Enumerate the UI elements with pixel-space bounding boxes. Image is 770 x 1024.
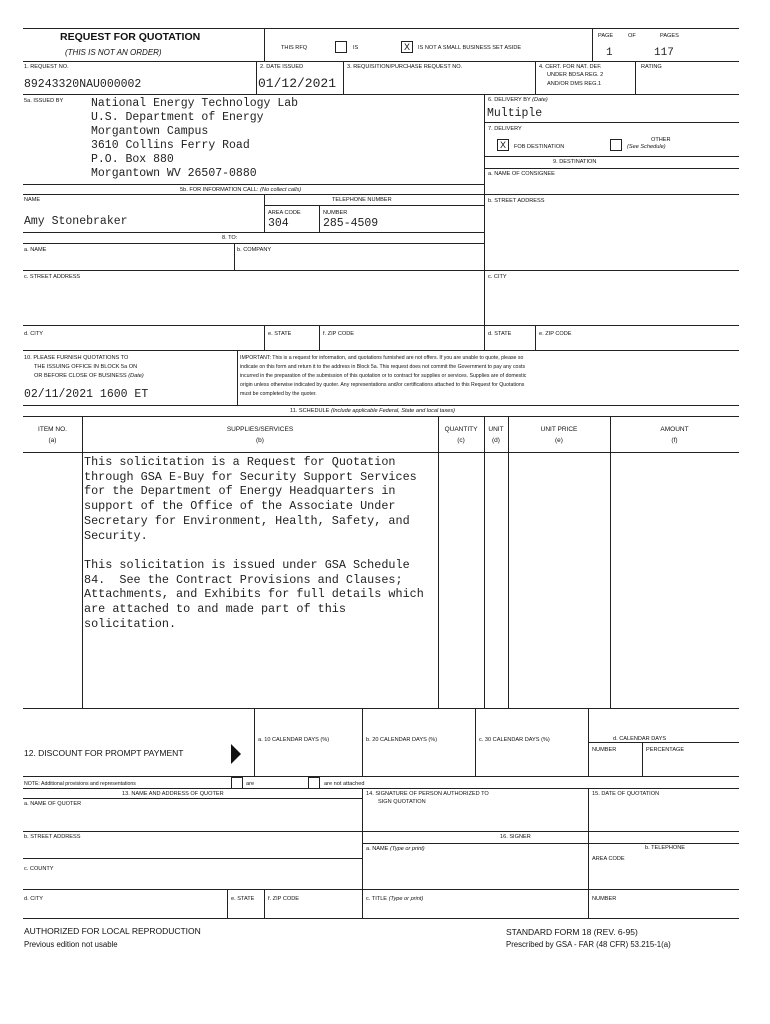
page-label: PAGE [598,33,614,39]
description-line: This solicitation is a Request for Quotation [84,455,396,469]
to-zip-label: f. ZIP CODE [323,331,354,337]
rule [23,94,739,95]
fob-destination-label: FOB DESTINATION [514,144,565,150]
destination-label: 9. DESTINATION [553,159,597,165]
small-business-is-checkbox[interactable] [335,41,347,53]
rule [362,788,363,918]
delivery-by-label: 6. DELIVERY BY (Date) [488,97,548,103]
signer-telephone-label: b. TELEPHONE [645,845,686,851]
rule [23,831,739,832]
col-price-sub: (e) [555,437,563,444]
other-label: OTHER [651,137,671,143]
discount-20-days: b. 20 CALENDAR DAYS (%) [366,737,438,743]
rule [23,184,484,185]
of-label: OF [628,33,636,39]
quoter-city-label: d. CITY [24,896,43,902]
rule [23,798,362,799]
telephone-label: TELEPHONE NUMBER [332,197,392,203]
rule [23,708,739,709]
issued-by-line: U.S. Department of Energy [91,111,264,124]
contact-name-label: NAME [24,197,41,203]
rule [343,61,344,94]
to-name-label: a. NAME [24,247,47,253]
rule [588,843,589,918]
destination-zip-label: e. ZIP CODE [539,331,572,337]
rule [508,416,509,708]
important-line: IMPORTANT: This is a request for information, and quotations furnished are not offers. If you are unable to quote, please so [240,355,524,361]
signer-label: 16. SIGNER [500,834,531,840]
footer-prescribed: Prescribed by GSA - FAR (48 CFR) 53.215-1(a) [506,940,671,949]
rule [484,168,739,169]
rule [23,61,739,62]
to-street-label: c. STREET ADDRESS [24,274,81,280]
this-rfq-label: THIS RFQ [281,45,308,51]
to-city-label: d. CITY [24,331,43,337]
rule [23,243,484,244]
signature-label: 14. SIGNATURE OF PERSON AUTHORIZED TO [366,791,489,797]
description-line: Attachments, and Exhibits for full details which [84,587,424,602]
description-line: support of the Office of the Associate Under [84,499,396,514]
quoter-street-label: b. STREET ADDRESS [24,834,81,840]
rule [610,416,611,708]
footer-form-number: STANDARD FORM 18 (REV. 6-95) [506,927,638,937]
is-not-label: IS NOT A SMALL BUSINESS SET ASIDE [418,45,522,51]
provisions-are-not-checkbox[interactable] [308,777,320,789]
rule [484,122,739,123]
rule [23,416,739,417]
quotation-due-date[interactable]: 02/11/2021 1600 ET [24,388,149,401]
col-amount-sub: (f) [671,437,678,444]
rule [23,918,739,919]
rule [264,194,265,232]
discount-30-days: c. 30 CALENDAR DAYS (%) [479,737,550,743]
rule [264,205,484,206]
description-line: This solicitation is issued under GSA Schedule [84,557,410,572]
col-qty-header: QUANTITY [444,426,478,433]
footer-previous-edition: Previous edition not usable [24,940,118,949]
rule [535,61,536,94]
discount-number-label: NUMBER [592,747,617,753]
pages-label: PAGES [660,33,679,39]
are-label: are [246,781,255,787]
rule [484,156,739,157]
discount-10-days: a. 10 CALENDAR DAYS (%) [258,737,330,743]
rule [264,889,265,918]
furnish-line: OR BEFORE CLOSE OF BUSINESS (Date) [34,373,144,379]
rule [23,325,739,326]
small-business-is-not-checkbox[interactable]: X [401,41,413,53]
description-line: are attached to and made part of this [84,602,346,617]
signature-label-2: SIGN QUOTATION [378,799,426,805]
signer-number-label: NUMBER [592,896,617,902]
quoter-county-label: c. COUNTY [24,866,54,872]
cert-label-3: AND/OR DMS REG.1 [547,81,602,87]
delivery-label: 7. DELIVERY [488,126,522,132]
issued-by-line: Morgantown WV 26507-0880 [91,167,257,180]
cert-label-1: 4. CERT. FOR NAT. DEF. [539,64,602,70]
issued-by-line: P.O. Box 880 [91,153,174,166]
discount-percentage-label: PERCENTAGE [646,747,685,753]
description-line: through GSA E-Buy for Security Support Services [84,469,417,484]
consignee-label: a. NAME OF CONSIGNEE [488,171,555,177]
destination-street-label: b. STREET ADDRESS [488,198,545,204]
arrow-right-icon [231,744,241,764]
phone-number-value: 285-4509 [323,217,379,230]
signer-title-label: c. TITLE (Type or print) [366,896,424,902]
rule [642,742,643,776]
request-no-value[interactable]: 89243320NAU000002 [24,78,142,91]
important-line: incurred in the preparation of the submission of this quotation or to contract for supplies or services. Supplies are of domestic [240,373,527,379]
col-item-header: ITEM NO. [38,426,67,433]
important-line: origin unless otherwise indicated by quoter. Any representations and/or certifications attached to this Request for Quotations [240,382,525,388]
quoter-zip-label: f. ZIP CODE [268,896,299,902]
note-text: NOTE: Additional provisions and representations [24,781,136,787]
provisions-are-checkbox[interactable] [231,777,243,789]
description-line: for the Department of Energy Headquarters in [84,484,396,499]
other-sub-label: (See Schedule) [627,144,666,150]
important-line: must be completed by the quoter. [240,391,317,397]
cert-label-2: UNDER BDSA REG. 2 [547,72,604,78]
to-company-label: b. COMPANY [237,247,272,253]
rule [592,28,593,61]
issued-by-line: National Energy Technology Lab [91,97,299,110]
number-label: NUMBER [323,210,348,216]
quotation-date-label: 15. DATE OF QUOTATION [592,791,660,797]
description-line: 84. See the Contract Provisions and Clauses; [84,572,403,587]
rule [23,776,739,777]
rule [319,325,320,350]
signer-area-code-label: AREA CODE [592,856,625,862]
rule [264,325,265,350]
area-code-label: AREA CODE [268,210,301,216]
rule [227,889,228,918]
discount-label: 12. DISCOUNT FOR PROMPT PAYMENT [24,748,184,758]
issued-by-label: 5a. ISSUED BY [24,98,64,104]
delivery-by-value[interactable]: Multiple [487,107,543,120]
rule [254,708,255,776]
description-line [84,543,424,558]
request-no-label: 1. REQUEST NO. [24,64,69,70]
rule [23,194,484,195]
col-price-header: UNIT PRICE [540,426,578,433]
fob-destination-checkbox[interactable]: X [497,139,509,151]
form-title: REQUEST FOR QUOTATION [60,31,201,43]
col-item-sub: (a) [48,437,57,444]
rule [535,325,536,350]
rule [438,416,439,708]
issued-by-line: Morgantown Campus [91,125,209,138]
rule [256,61,257,94]
rating-label: RATING [641,64,662,70]
rule [264,28,265,61]
rule [23,270,739,271]
contact-name-value: Amy Stonebraker [24,215,128,228]
signer-name-label: a. NAME (Type or print) [366,846,425,852]
rule [82,416,83,708]
rule [23,405,739,406]
date-issued-label: 2. DATE ISSUED [260,64,304,70]
discount-calendar-days: d. CALENDAR DAYS [613,736,667,742]
schedule-description [84,455,424,631]
other-delivery-checkbox[interactable] [610,139,622,151]
destination-state-label: d. STATE [488,331,512,337]
rule [23,28,739,29]
rule [234,243,235,270]
total-pages: 117 [654,47,674,59]
rule [23,452,739,453]
col-supplies-header: SUPPLIES/SERVICES [226,426,294,433]
col-qty-sub: (c) [457,437,465,444]
rule [23,350,739,351]
to-state-label: e. STATE [268,331,292,337]
furnish-line: 10. PLEASE FURNISH QUOTATIONS TO [24,355,129,361]
rule [635,61,636,94]
description-line: Security. [84,528,148,543]
rule [484,194,739,195]
destination-city-label: c. CITY [488,274,507,280]
page-number: 1 [606,47,613,59]
rule [362,708,363,776]
quoter-name-label: a. NAME OF QUOTER [24,801,82,807]
rule [588,788,589,843]
schedule-label: 11. SCHEDULE (Include applicable Federal, State and local taxes) [290,408,456,414]
rule [237,350,238,405]
rule [484,94,485,350]
col-unit-header: UNIT [488,426,504,433]
col-unit-sub: (d) [492,437,500,444]
quoter-state-label: e. STATE [231,896,255,902]
info-call-label: 5b. FOR INFORMATION CALL: (No collect calls) [180,187,302,193]
rule [484,416,485,708]
quoter-section-label: 13. NAME AND ADDRESS OF QUOTER [122,791,224,797]
are-not-label: are not attached [324,781,365,787]
furnish-line: THE ISSUING OFFICE IN BLOCK 5a ON [34,364,138,370]
form-subtitle: (THIS IS NOT AN ORDER) [65,48,162,57]
to-label: 8. TO: [222,235,238,241]
rule [23,858,362,859]
description-line: solicitation. [84,616,177,631]
rule [23,232,484,233]
footer-authorized: AUTHORIZED FOR LOCAL REPRODUCTION [24,926,201,936]
area-code-value: 304 [268,217,289,230]
col-supplies-sub: (b) [256,437,264,444]
requisition-label: 3. REQUISITION/PURCHASE REQUEST NO. [347,64,463,70]
is-label: IS [353,45,359,51]
important-line: indicate on this form and return it to the address in Block 5a. This request does not commit the Government to pay any costs [240,364,526,370]
rule [319,205,320,232]
date-issued-value[interactable]: 01/12/2021 [258,76,337,91]
issued-by-line: 3610 Collins Ferry Road [91,139,250,152]
rule [475,708,476,776]
rule [23,889,739,890]
rule [23,788,739,789]
rule [362,843,739,844]
col-amount-header: AMOUNT [660,426,689,433]
description-line: Secretary for Environment, Health, Safety, and [84,513,410,528]
